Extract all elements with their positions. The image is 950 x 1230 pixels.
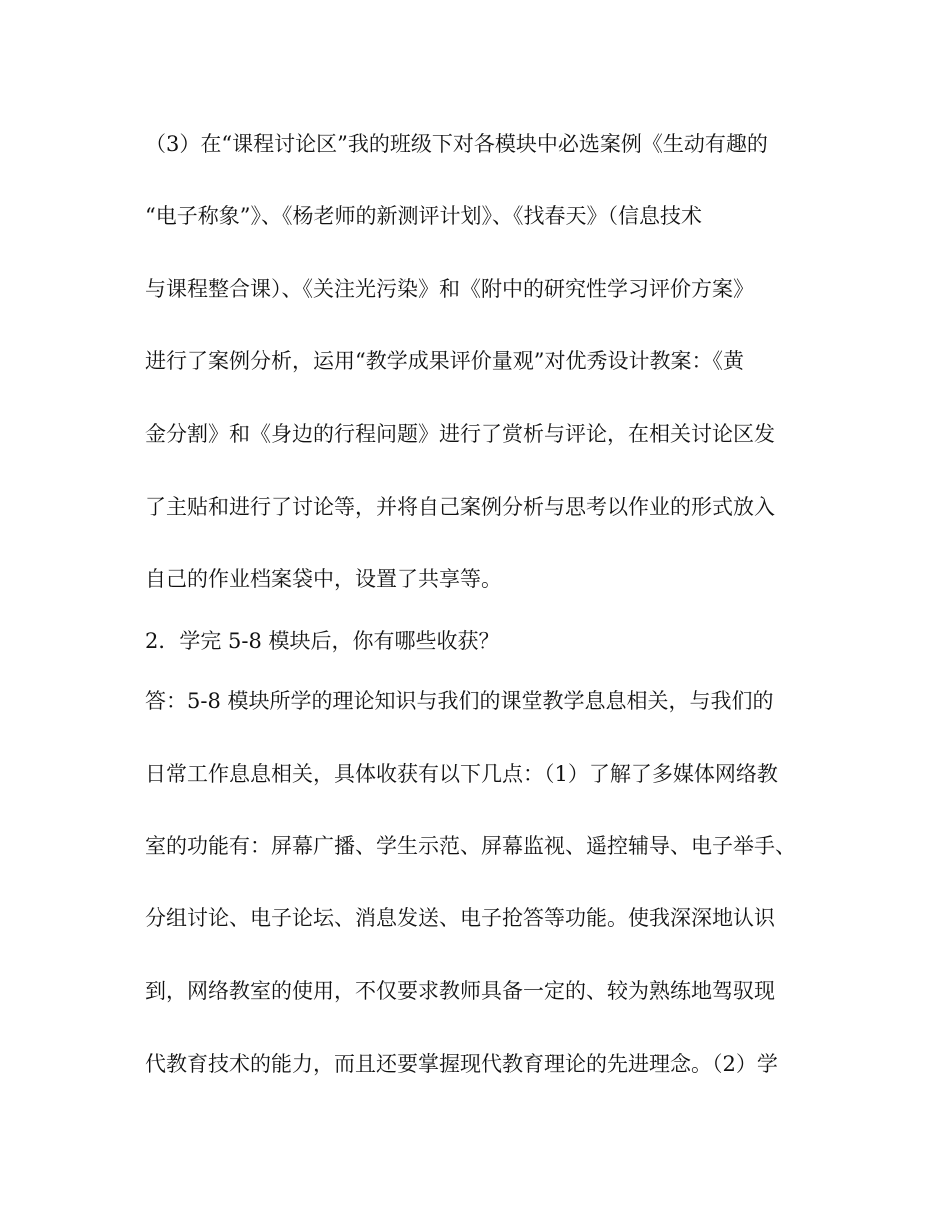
paragraph-line: 了主贴和进行了讨论等，并将自己案例分析与思考以作业的形式放入: [145, 495, 775, 519]
answer-line: 日常工作息息相关，具体收获有以下几点：（1）了解了多媒体网络教: [145, 762, 778, 786]
paragraph-line: 与课程整合课）、《关注光污染》和《附中的研究性学习评价方案》: [145, 277, 754, 301]
answer-line: 答：5-8 模块所学的理论知识与我们的课堂教学息息相关，与我们的: [145, 689, 774, 713]
answer-line: 室的功能有：屏幕广播、学生示范、屏幕监视、遥控辅导、电子举手、: [145, 834, 796, 858]
answer-line: 分组讨论、电子论坛、消息发送、电子抢答等功能。使我深深地认识: [145, 906, 775, 930]
answer-line: 代教育技术的能力，而且还要掌握现代教育理论的先进理念。（2）学: [145, 1052, 778, 1076]
paragraph-line: 金分割》和《身边的行程问题》进行了赏析与评论，在相关讨论区发: [145, 422, 775, 446]
paragraph-line: 进行了案例分析，运用“教学成果评价量观”对优秀设计教案：《黄: [145, 349, 744, 373]
answer-line: 到，网络教室的使用，不仅要求教师具备一定的、较为熟练地驾驭现: [145, 979, 775, 1003]
paragraph-line: 自己的作业档案袋中，设置了共享等。: [145, 567, 502, 591]
paragraph-line: “电子称象”》、《杨老师的新测评计划》、《找春天》（信息技术: [145, 204, 702, 228]
paragraph-line: （3）在“课程讨论区”我的班级下对各模块中必选案例《生动有趣的: [145, 132, 768, 156]
question-heading: 2．学完 5-8 模块后，你有哪些收获？: [145, 629, 500, 653]
